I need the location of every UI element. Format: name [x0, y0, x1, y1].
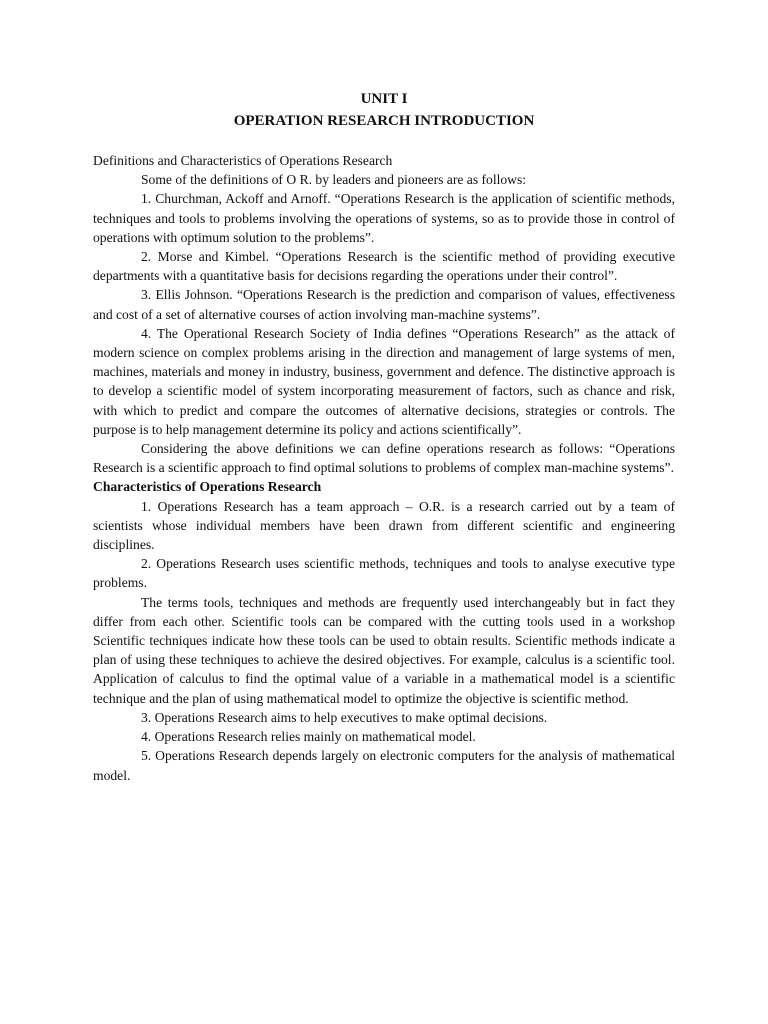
terms-paragraph: The terms tools, techniques and methods are frequently used interchangeably but in fact they differ from each other. Scientific tools can be compared with the cutting tools used in a workshop Scientific techniques indicate how these tools can be used to obtain results. Scientific methods indicate a plan of using these techniques to achieve the desired objectives. For example, calculus is a scientific tool. Application of calculus to find the optimal value of a variable in a mathematical model is a scientific technique and the plan of using mathematical model to optimize the objective is scientific method. — [93, 594, 675, 706]
characteristics-heading: Characteristics of Operations Research — [93, 479, 322, 495]
document-page — [93, 88, 675, 785]
intro-line: Some of the definitions of O R. by leaders and pioneers are as follows: — [141, 172, 527, 188]
characteristic-1: 1. Operations Research has a team approach – O.R. is a research carried out by a team of scientists whose individual members have been drawn from different scientific and engineering disciplines. — [93, 498, 675, 553]
unit-title: UNIT I — [360, 91, 408, 107]
definition-4: 4. The Operational Research Society of India defines “Operations Research” as the attack of modern science on complex problems arising in the direction and management of large systems of men, machines, materials and money in industry, business, government and defence. The distinctive approach is to develop a scientific model of system incorporating measurement of factors, such as chance and risk, with which to predict and compare the outcomes of alternative decisions, strategies or controls. The purpose is to help management determine its policy and actions scientifically”. — [93, 325, 675, 437]
definition-2: 2. Morse and Kimbel. “Operations Research is the scientific method of providing executive departments with a quantitative basis for decisions regarding the operations under their control”. — [93, 249, 675, 284]
characteristic-2: 2. Operations Research uses scientific methods, techniques and tools to analyse executive type problems. — [93, 556, 675, 591]
characteristic-3: 3. Operations Research aims to help executives to make optimal decisions. — [141, 709, 548, 725]
definition-3: 3. Ellis Johnson. “Operations Research is the prediction and comparison of values, effectiveness and cost of a set of alternative courses of action involving man-machine systems”. — [93, 287, 675, 322]
characteristic-4: 4. Operations Research relies mainly on mathematical model. — [141, 729, 476, 745]
intro-heading: Definitions and Characteristics of Operations Research — [93, 153, 393, 168]
page-title: OPERATION RESEARCH INTRODUCTION — [233, 113, 535, 129]
definition-1: 1. Churchman, Ackoff and Arnoff. “Operations Research is the application of scientific methods, techniques and tools to problems involving the operations of systems, so as to provide those in control of operations with optimum solution to the problems”. — [93, 191, 675, 245]
considering-paragraph: Considering the above definitions we can define operations research as follows: “Operations Research is a scientific approach to find optimal solutions to problems of complex man-machine systems”. — [93, 441, 675, 476]
characteristic-5: 5. Operations Research depends largely on electronic computers for the analysis of mathematical model. — [93, 748, 675, 783]
